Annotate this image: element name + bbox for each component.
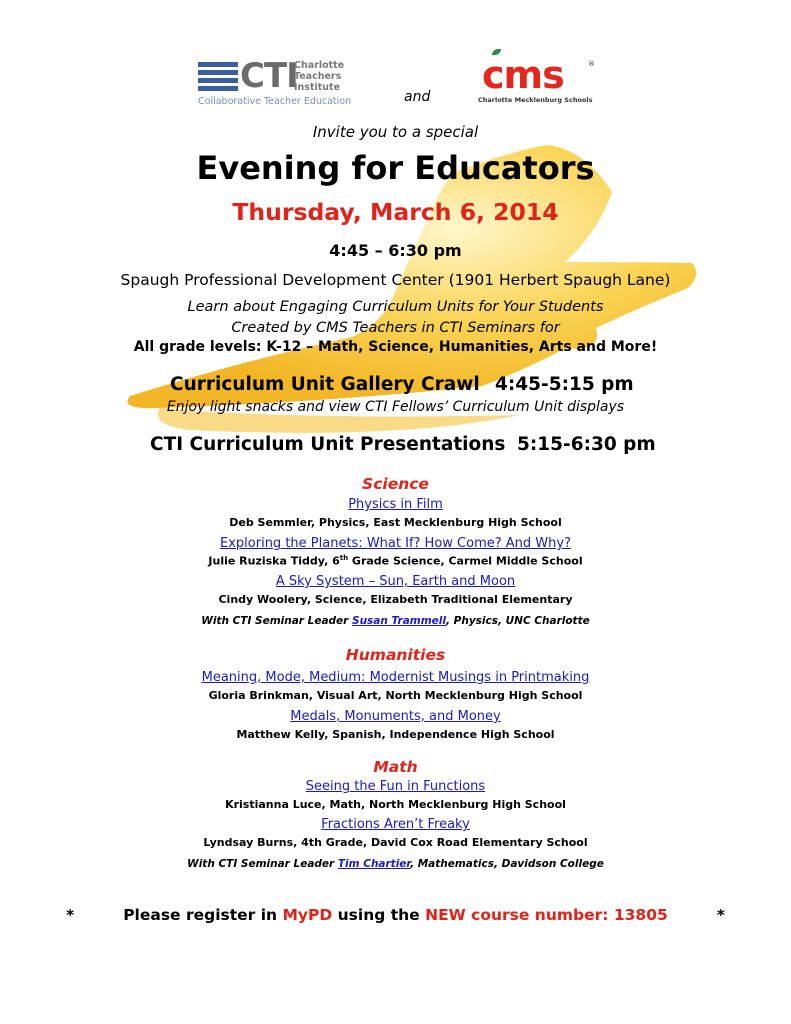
unit-link-physics-in-film[interactable]: Physics in Film — [348, 497, 443, 512]
seminar-leader-math — [0, 858, 791, 870]
cti-name-line2: Teachers — [294, 71, 342, 82]
logo-connector-text: and — [404, 89, 431, 105]
leader-link-tim-chartier[interactable]: Tim Chartier — [337, 858, 411, 870]
unit-teacher: Kristianna Luce, Math, North Mecklenburg High School — [225, 798, 566, 811]
registered-mark: ® — [588, 60, 595, 68]
invite-text: Invite you to a special — [312, 123, 479, 141]
unit-teacher: Lyndsay Burns, 4th Grade, David Cox Road Elementary School — [203, 836, 588, 849]
learn-line-1: Learn about Engaging Curriculum Units for Your Students — [187, 299, 604, 315]
asterisk-icon: * — [716, 906, 725, 924]
teacher-name-part: Julie Ruziska Tiddy, 6 — [208, 554, 340, 568]
gallery-crawl-time: 4:45-5:15 pm — [495, 374, 634, 395]
register-text: using the — [332, 906, 426, 924]
cti-logo — [198, 56, 352, 108]
course-number: NEW course number: 13805 — [425, 906, 668, 924]
cti-logo-letters: CTI — [240, 56, 298, 96]
teacher-superscript: th — [339, 554, 349, 562]
unit-teacher: Deb Semmler, Physics, East Mecklenburg High School — [229, 516, 562, 529]
unit-link-medals-monuments-money[interactable]: Medals, Monuments, and Money — [290, 709, 501, 724]
unit-teacher: Gloria Brinkman, Visual Art, North Mecklenburg High School — [208, 689, 583, 702]
cti-logo-tagline: Collaborative Teacher Education — [198, 96, 352, 107]
cti-name-line1: Charlotte — [294, 60, 345, 71]
science-heading: Science — [362, 475, 429, 493]
mypd-label: MyPD — [282, 906, 333, 924]
leader-prefix: With CTI Seminar Leader — [201, 615, 353, 627]
presentations-time: 5:15-6:30 pm — [517, 434, 656, 455]
unit-link-sky-system[interactable]: A Sky System – Sun, Earth and Moon — [275, 574, 516, 589]
cms-logo-letters: cms — [482, 53, 564, 97]
gallery-crawl-title: Curriculum Unit Gallery Crawl — [170, 374, 480, 395]
cms-logo-tagline: Charlotte Mecklenburg Schools — [478, 96, 593, 104]
leader-link-susan-trammell[interactable]: Susan Trammell — [352, 615, 446, 627]
seminar-leader-science — [0, 615, 791, 627]
cms-logo — [478, 54, 598, 106]
page-title: Evening for Educators — [196, 149, 595, 187]
learn-line-2: Created by CMS Teachers in CTI Seminars for — [231, 320, 560, 336]
humanities-heading: Humanities — [345, 646, 446, 664]
leader-suffix: , Mathematics, Davidson College — [410, 858, 604, 870]
event-date: Thursday, March 6, 2014 — [232, 198, 559, 226]
presentations-title: CTI Curriculum Unit Presentations — [150, 434, 506, 455]
event-time: 4:45 – 6:30 pm — [329, 241, 462, 260]
grade-levels: All grade levels: K-12 – Math, Science, Humanities, Arts and More! — [133, 339, 658, 355]
unit-teacher — [0, 554, 791, 568]
gallery-crawl-description: Enjoy light snacks and view CTI Fellows’ Curriculum Unit displays — [166, 399, 625, 415]
unit-link-fun-in-functions[interactable]: Seeing the Fun in Functions — [305, 779, 486, 794]
teacher-name-part: Grade Science, Carmel Middle School — [348, 554, 583, 568]
leader-prefix: With CTI Seminar Leader — [187, 858, 338, 870]
unit-link-exploring-the-planets[interactable]: Exploring the Planets: What If? How Come? And Why? — [220, 536, 571, 551]
unit-link-meaning-mode-medium[interactable]: Meaning, Mode, Medium: Modernist Musings in Printmaking — [201, 670, 590, 685]
cti-logo-name — [294, 60, 354, 93]
unit-link-fractions-arent-freaky[interactable]: Fractions Aren’t Freaky — [321, 817, 470, 832]
cti-logo-bars-icon — [198, 62, 238, 94]
cti-name-line3: Institute — [294, 82, 341, 93]
math-heading: Math — [373, 758, 418, 776]
leader-suffix: , Physics, UNC Charlotte — [446, 615, 590, 627]
registration-note — [0, 906, 791, 924]
unit-teacher: Matthew Kelly, Spanish, Independence High School — [236, 728, 555, 741]
register-text: Please register in — [123, 906, 283, 924]
unit-teacher: Cindy Woolery, Science, Elizabeth Traditional Elementary — [218, 593, 573, 606]
event-location: Spaugh Professional Development Center (1901 Herbert Spaugh Lane) — [120, 271, 671, 289]
asterisk-icon: * — [66, 906, 75, 924]
